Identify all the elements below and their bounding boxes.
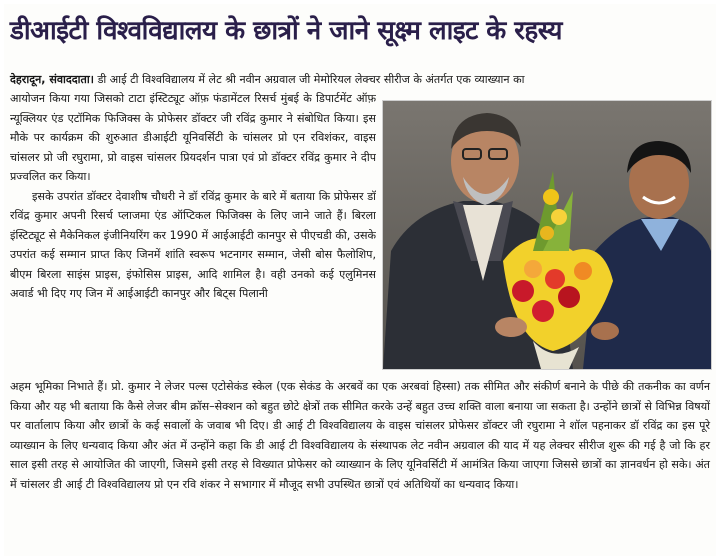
column-paragraph: इसके उपरांत डॉक्टर देवाशीष चौधरी ने डॉ रविंद्र कुमार के बारे में बताया कि प्रोफेसर डॉ रविंद्र कुमार अपनी रिसर्च प्लाजमा एंड ऑप्टिकल फिजिक्स के लिए जाने जाते हैं। बिरला इंस्टिट्यूट से मैकेनिकल इंजीनियरिंग कर 1990 में आईआईटी कानपुर से पीएचडी की, उसके उपरांत कई सम्मान प्राप्त किए जिनमें शांति स्वरूप भटनागर सम्मान, जेसी बोस फैलोशिप, बीएम बिरला साइंस प्राइस, इंफोसिस प्राइस, आदि शामिल है। वही उनको कई एलुमिनस अवार्ड भी दिए गए जिन में आईआईटी कानपुर और बिट्स पिलानी xyxy=(10,189,376,300)
hand-right xyxy=(591,322,619,340)
bouquet-presentation-photo xyxy=(382,100,712,370)
article-lead-text: डी आई टी विश्वविद्यालय में लेट श्री नवीन अग्रवाल जी मेमोरियल लेक्चर सीरीज के अंतर्गत एक व्याख्यान का xyxy=(93,73,525,86)
column-paragraph: आयोजन किया गया जिसको टाटा इंस्टिट्यूट ऑफ़ फंडामेंटल रिसर्च मुंबई के डिपार्टमेंट ऑफ़ न्यूक्लियर एंड एटॉमिक फिजिक्स के प्रोफेसर डॉक्टर जी रविंद्र कुमार ने संबोधित किया। इस मौके पर कार्यक्रम की शुरुआत डीआईटी यूनिवर्सिटी के चांसलर प्रो एन रविशंकर, वाइस चांसलर प्रो जी रघुरामा, प्रो वाइस चांसलर प्रियदर्शन पात्रा एवं प्रो डॉक्टर रविंद्र कुमार ने दीप प्रज्वलित कर किया। xyxy=(10,92,376,183)
article-lead xyxy=(10,70,710,90)
article-column xyxy=(10,89,376,395)
photo-illustration xyxy=(383,101,711,369)
newspaper-clipping xyxy=(4,4,716,556)
article-dateline: देहरादून, संवाददाता। xyxy=(10,73,94,86)
article-bottom-text: अहम भूमिका निभाते हैं। प्रो. कुमार ने लेजर पल्स एटोसेकंड स्केल (एक सेकंड के अरबवें का एक अरबवां हिस्सा) तक सीमित और संकीर्ण बनाने के पीछे की तकनीक का वर्णन किया और यह भी बताया कि कैसे लेजर बीम क्रॉस–सेक्शन को बहुत छोटे क्षेत्रों तक सीमित करके उन्हें बहुत उच्च शक्ति वाला बनाया जा सकता है। उन्होंने छात्रों से विभिन्न विषयों पर वार्तालाप किया और छात्रों के कई सवालों के जवाब भी दिए। डी आई टी विश्वविद्यालय के वाइस चांसलर प्रोफेसर डॉक्टर जी रघुरामा ने शॉल पहनाकर डॉ रविंद्र का इस पूरे व्याख्यान के लिए धन्यवाद किया और अंत में उन्होंने कहा कि डी आई टी विश्वविद्यालय के संस्थापक लेट नवीन अग्रवाल की याद में यह लेक्चर सीरीज शुरू की गई है जो कि हर साल इसी तरह से आयोजित की जाएगी, जिसमे इसी तरह से विख्यात प्रोफेसर को व्याख्यान के लिए यूनिवर्सिटी में आमंत्रित किया जाएगा जिससे छात्रों का ज्ञानवर्धन हो सके। अंत में चांसलर डी आई टी विश्वविद्यालय प्रो एन रवि शंकर ने सभागार में मौजूद सभी उपस्थित छात्रों एवं अतिथियों का धन्यवाद किया। xyxy=(10,380,710,491)
hand-left xyxy=(495,317,527,337)
article-headline: डीआईटी विश्वविद्यालय के छात्रों ने जाने सूक्ष्म लाइट के रहस्य xyxy=(10,16,562,46)
